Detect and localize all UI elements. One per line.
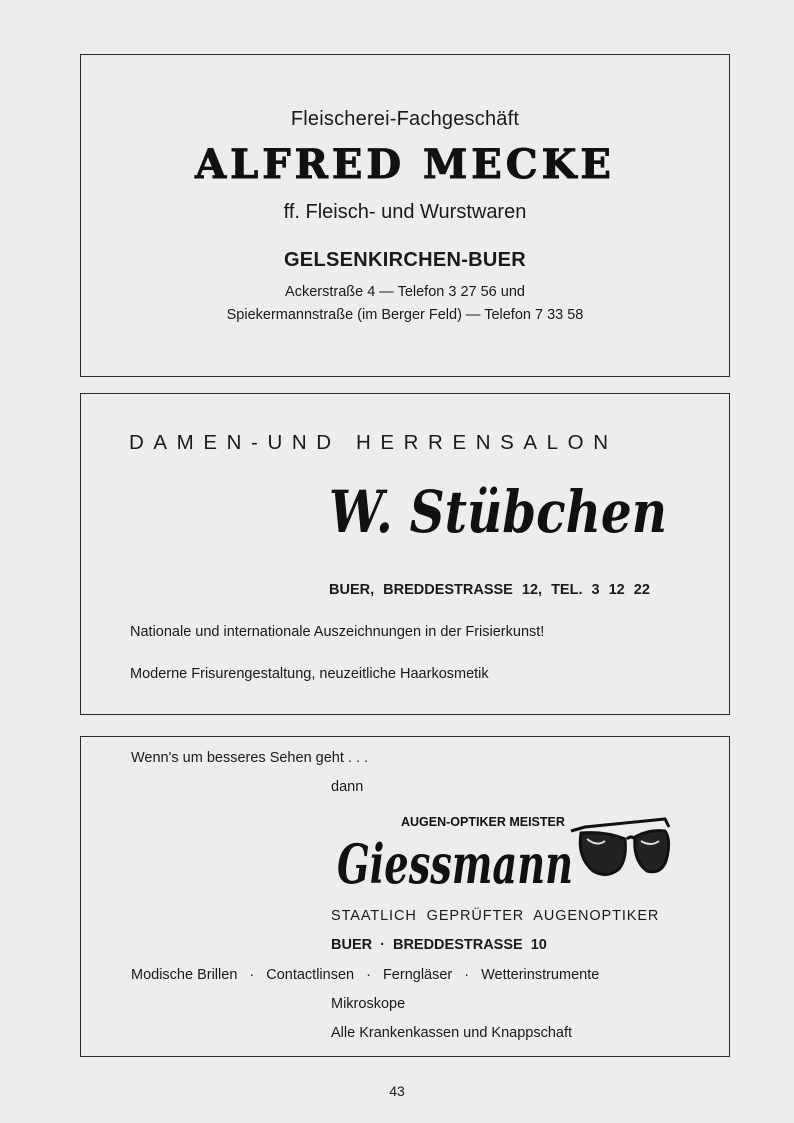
separator-dot: · [464, 967, 470, 983]
ad-alfred-mecke [80, 54, 730, 377]
ad-tagline: Fleischerei-Fachgeschäft [290, 108, 520, 130]
ad-heading: DAMEN-UND HERRENSALON [129, 431, 618, 454]
ad-stuebchen-salon [80, 393, 730, 715]
ad-business-name: ALFRED MECKE [195, 141, 615, 188]
ad-line-2: Moderne Frisurengestaltung, neuzeitliche Haarkosmetik [130, 666, 489, 682]
ad-product-list [131, 967, 599, 983]
giessmann-logo [335, 809, 675, 899]
ad-intro: Wenn's um besseres Sehen geht . . . [131, 750, 369, 766]
ad-dann: dann [331, 779, 364, 795]
page-number: 43 [389, 1083, 405, 1099]
ad-address: BUER, BREDDESTRASSE 12, TEL. 3 12 22 [329, 582, 650, 598]
ad-product-line-2: Mikroskope [331, 996, 406, 1012]
separator-dot: · [366, 967, 371, 983]
product-item: Modische Brillen [131, 967, 238, 983]
ad-address-line-2: Spiekermannstraße (im Berger Feld) — Telefon 7 33 58 [226, 307, 584, 323]
ad-subtitle: ff. Fleisch- und Wurstwaren [283, 201, 527, 223]
ad-giessmann-optiker [80, 736, 730, 1057]
separator-dot: · [249, 967, 255, 983]
product-item: Ferngläser [382, 967, 453, 983]
ad-insurance: Alle Krankenkassen und Knappschaft [331, 1025, 573, 1041]
logo-name-text: Giessmann [337, 832, 573, 896]
ad-address: BUER · BREDDESTRASSE 10 [331, 937, 547, 953]
product-item: Wetterinstrumente [481, 967, 600, 983]
ad-title: STAATLICH GEPRÜFTER AUGENOPTIKER [331, 908, 660, 924]
product-item: Contactlinsen [266, 967, 355, 983]
logo-text: W. Stübchen [329, 478, 667, 546]
sunglasses-icon [571, 819, 669, 875]
ad-city: GELSENKIRCHEN-BUER [283, 249, 527, 271]
ad-line-1: Nationale und internationale Auszeichnungen in der Frisierkunst! [130, 624, 545, 640]
ad-address-line-1: Ackerstraße 4 — Telefon 3 27 56 und [285, 284, 525, 300]
stuebchen-logo [327, 476, 672, 546]
logo-small-text: AUGEN-OPTIKER MEISTER [401, 815, 565, 829]
